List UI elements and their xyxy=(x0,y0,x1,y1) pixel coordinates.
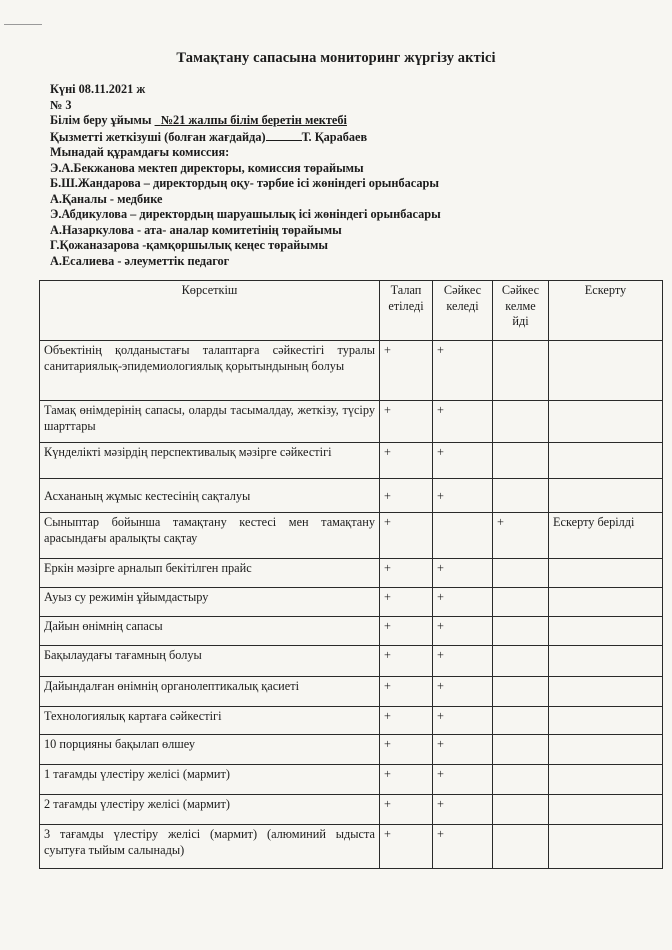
required-cell: + xyxy=(380,588,433,617)
matches-cell: + xyxy=(433,825,493,869)
note-cell: Ескерту берілді xyxy=(549,513,663,559)
not-matches-cell xyxy=(493,677,549,707)
matches-cell: + xyxy=(433,765,493,795)
not-matches-cell xyxy=(493,559,549,588)
note-cell xyxy=(549,795,663,825)
commission-member: А.Есалиева - әлеуметтік педагог xyxy=(50,253,230,268)
commission-member: Б.Ш.Жандарова – директордың оқу- тәрбие ісі жөніндегі орынбасары xyxy=(50,176,439,190)
indicator-cell: 10 порцияны бақылап өлшеу xyxy=(40,735,380,765)
table-row xyxy=(40,646,663,677)
matches-cell: + xyxy=(433,443,493,479)
required-cell: + xyxy=(380,795,433,825)
indicator-cell: 2 тағамды үлестіру желісі (мармит) xyxy=(40,795,380,825)
table-row xyxy=(40,795,663,825)
required-cell: + xyxy=(380,341,433,401)
commission-member: Г.Қожаназарова -қамқоршылық кеңес төрайымы xyxy=(50,238,328,252)
not-matches-cell xyxy=(493,617,549,646)
indicator-cell: Күнделікті мәзірдің перспективалық мәзірге сәйкестігі xyxy=(40,443,380,479)
not-matches-cell xyxy=(493,825,549,869)
column-header-not-matches: Сәйкес келме йді xyxy=(493,281,549,341)
note-cell xyxy=(549,401,663,443)
table-row xyxy=(40,735,663,765)
required-cell: + xyxy=(380,646,433,677)
matches-cell: + xyxy=(433,646,493,677)
monitoring-table xyxy=(39,280,663,869)
table-row xyxy=(40,707,663,735)
note-cell xyxy=(549,765,663,795)
indicator-cell: Ауыз су режимін ұйымдастыру xyxy=(40,588,380,617)
table-row xyxy=(40,677,663,707)
indicator-cell: Сыныптар бойынша тамақтану кестесі мен тамақтану арасындағы аралықты сақтау xyxy=(40,513,380,559)
table-row xyxy=(40,401,663,443)
required-cell: + xyxy=(380,513,433,559)
note-cell xyxy=(549,617,663,646)
column-header-required: Талап етіледі xyxy=(380,281,433,341)
table-row xyxy=(40,513,663,559)
note-cell xyxy=(549,588,663,617)
act-header xyxy=(50,82,650,269)
indicator-cell: Еркін мәзірге арналып бекітілген прайс xyxy=(40,559,380,588)
matches-cell: + xyxy=(433,795,493,825)
not-matches-cell xyxy=(493,707,549,735)
not-matches-cell xyxy=(493,765,549,795)
commission-member: А.Назаркулова - ата- аналар комитетінің төрайымы xyxy=(50,222,342,237)
table-row xyxy=(40,617,663,646)
note-cell xyxy=(549,825,663,869)
note-cell xyxy=(549,707,663,735)
matches-cell: + xyxy=(433,617,493,646)
not-matches-cell xyxy=(493,588,549,617)
required-cell: + xyxy=(380,617,433,646)
organization-value: №21 жалпы білім беретін мектебі xyxy=(160,113,347,127)
commission-member: Э.А.Бекжанова мектеп директоры, комиссия төрайымы xyxy=(50,160,364,175)
indicator-cell: Бақылаудағы тағамның болуы xyxy=(40,646,380,677)
table-row xyxy=(40,559,663,588)
not-matches-cell xyxy=(493,735,549,765)
indicator-cell: Тамақ өнімдерінің сапасы, оларды тасымалдау, жеткізу, түсіру шарттары xyxy=(40,401,380,443)
supplier-blank xyxy=(266,129,302,141)
not-matches-cell xyxy=(493,341,549,401)
organization-label: Білім беру ұйымы xyxy=(50,113,152,127)
indicator-cell: Объектінің қолданыстағы талаптарға сәйкестігі туралы санитариялық-эпидемиологиялық қорытындының болуы xyxy=(40,341,380,401)
note-cell xyxy=(549,479,663,513)
commission-label: Мынадай құрамдағы комиссия: xyxy=(50,145,230,159)
required-cell: + xyxy=(380,443,433,479)
note-cell xyxy=(549,735,663,765)
matches-cell xyxy=(433,513,493,559)
matches-cell: + xyxy=(433,588,493,617)
act-date: Күні 08.11.2021 ж xyxy=(50,82,146,96)
supplier-value: Т. Қарабаев xyxy=(301,129,368,144)
column-header-note: Ескерту xyxy=(549,281,663,341)
indicator-cell: 1 тағамды үлестіру желісі (мармит) xyxy=(40,765,380,795)
table-row xyxy=(40,825,663,869)
column-header-matches: Сәйкес келеді xyxy=(433,281,493,341)
not-matches-cell xyxy=(493,443,549,479)
matches-cell: + xyxy=(433,559,493,588)
matches-cell: + xyxy=(433,735,493,765)
matches-cell: + xyxy=(433,677,493,707)
note-cell xyxy=(549,646,663,677)
required-cell: + xyxy=(380,765,433,795)
required-cell: + xyxy=(380,479,433,513)
matches-cell: + xyxy=(433,707,493,735)
table-row xyxy=(40,765,663,795)
act-number: № 3 xyxy=(50,97,72,112)
note-cell xyxy=(549,677,663,707)
required-cell: + xyxy=(380,707,433,735)
not-matches-cell xyxy=(493,646,549,677)
note-cell xyxy=(549,559,663,588)
not-matches-cell xyxy=(493,479,549,513)
organization-line xyxy=(50,113,650,129)
table-header-row xyxy=(40,281,663,341)
supplier-line xyxy=(50,129,650,146)
required-cell: + xyxy=(380,401,433,443)
table-row xyxy=(40,588,663,617)
table-row xyxy=(40,341,663,401)
not-matches-cell: + xyxy=(493,513,549,559)
scan-edge-mark xyxy=(4,24,42,25)
required-cell: + xyxy=(380,677,433,707)
indicator-cell: Дайындалған өнімнің органолептикалық қасиеті xyxy=(40,677,380,707)
indicator-cell: 3 тағамды үлестіру желісі (мармит) (алюминий ыдыста суытуға тыйым салынады) xyxy=(40,825,380,869)
required-cell: + xyxy=(380,735,433,765)
not-matches-cell xyxy=(493,795,549,825)
indicator-cell: Асхананың жұмыс кестесінің сақталуы xyxy=(40,479,380,513)
required-cell: + xyxy=(380,825,433,869)
not-matches-cell xyxy=(493,401,549,443)
required-cell: + xyxy=(380,559,433,588)
table-row xyxy=(40,479,663,513)
table-row xyxy=(40,443,663,479)
note-cell xyxy=(549,341,663,401)
document-title: Тамақтану сапасына мониторинг жүргізу актісі xyxy=(176,50,496,66)
commission-member: Э.Абдикулова – директордың шаруашылық ісі жөніндегі орынбасары xyxy=(50,207,441,221)
matches-cell: + xyxy=(433,341,493,401)
matches-cell: + xyxy=(433,479,493,513)
commission-member: А.Қаналы - медбике xyxy=(50,191,163,206)
column-header-indicator: Көрсеткіш xyxy=(40,281,380,341)
indicator-cell: Технологиялық картаға сәйкестігі xyxy=(40,707,380,735)
indicator-cell: Дайын өнімнің сапасы xyxy=(40,617,380,646)
matches-cell: + xyxy=(433,401,493,443)
supplier-label: Қызметті жеткізуші (болған жағдайда) xyxy=(50,129,266,144)
note-cell xyxy=(549,443,663,479)
